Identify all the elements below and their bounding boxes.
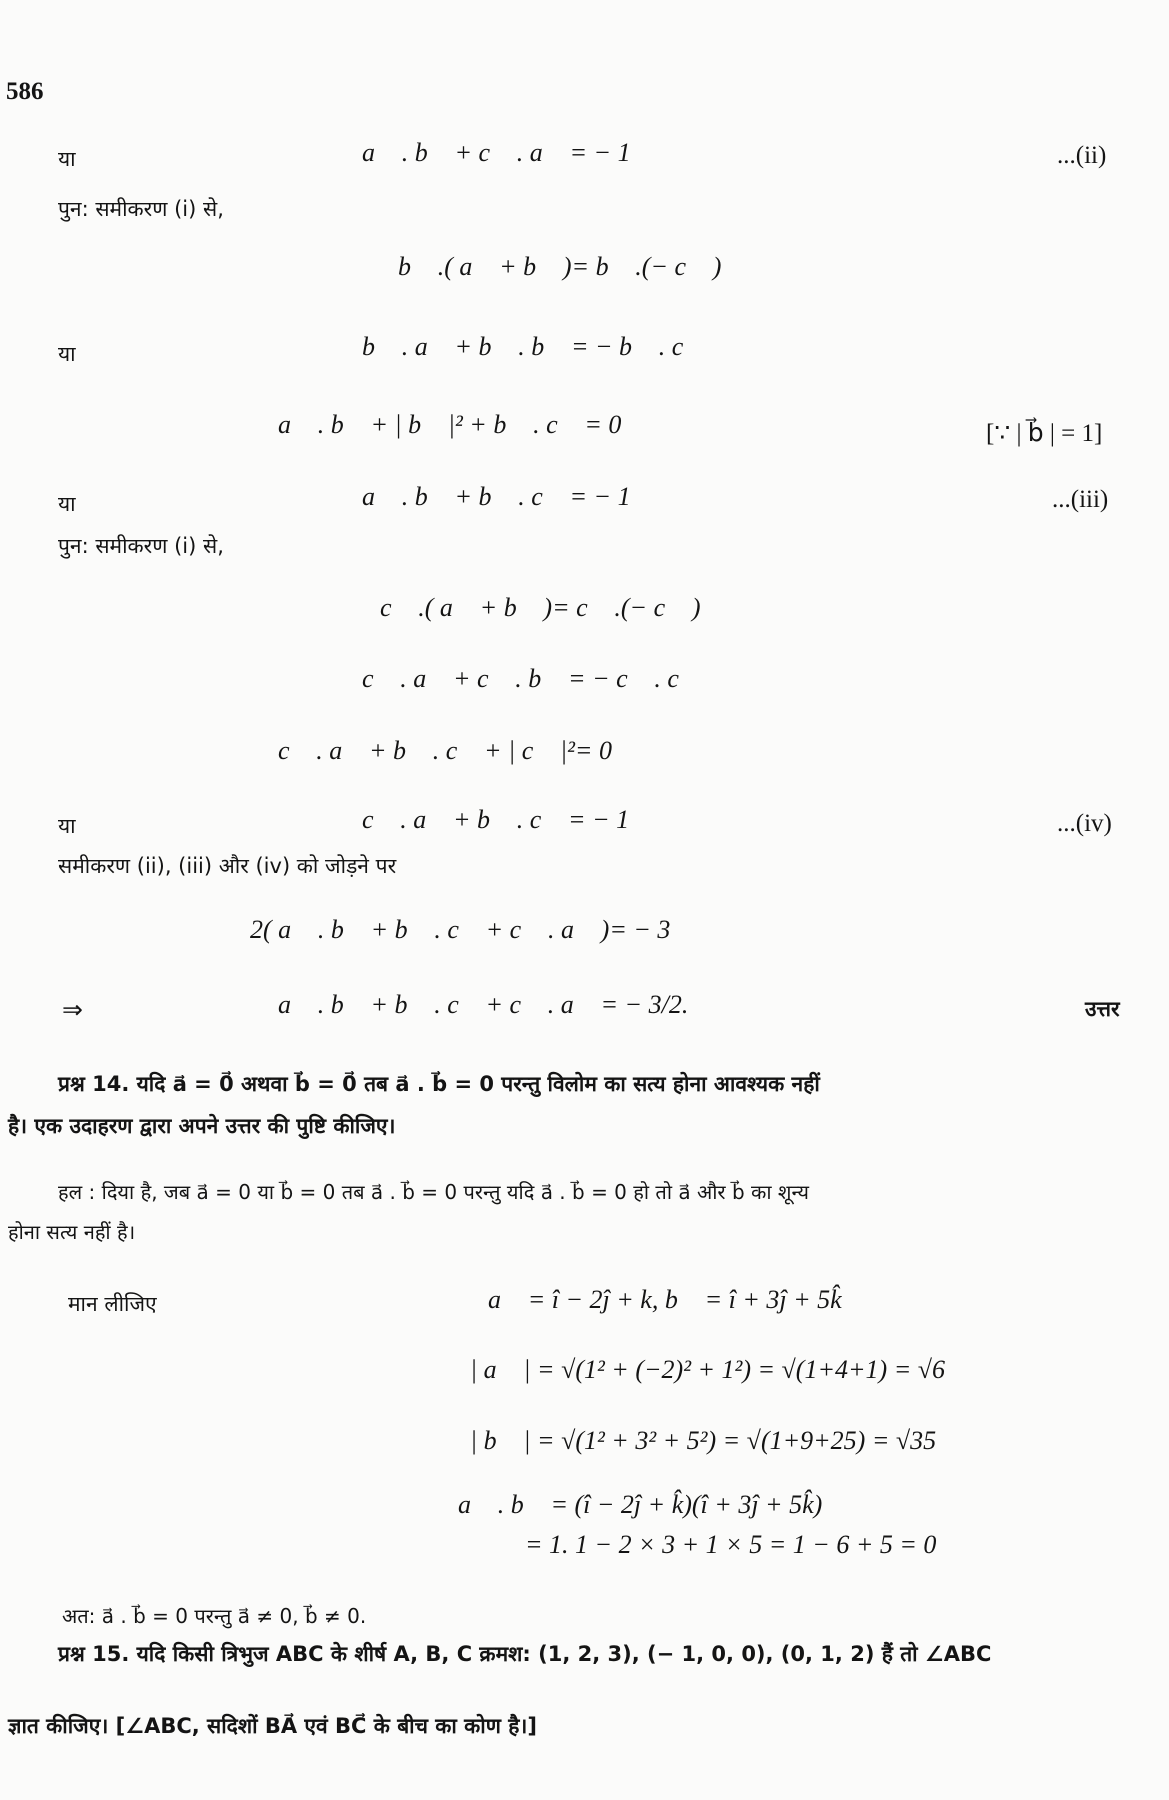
connector-word: या	[58, 147, 76, 171]
solution-line: हल : दिया है, जब a⃗ = 0 या b⃗ = 0 तब a⃗ . b⃗ = 0 परन्तु यदि a⃗ . b⃗ = 0 हो तो a⃗ और b⃗ का शून्य	[58, 1180, 810, 1204]
text-line: पुन: समीकरण (i) से,	[58, 534, 224, 558]
equation-tag: ...(iii)	[1052, 486, 1109, 513]
equation: a⃗ . b⃗ = (î − 2ĵ + k̂)(î + 3ĵ + 5k̂)	[458, 1490, 823, 1519]
question-14-line: प्रश्न 14. यदि a⃗ = 0⃗ अथवा b⃗ = 0⃗ तब a⃗ . b⃗ = 0 परन्तु विलोम का सत्य होना आवश्यक नहीं	[58, 1072, 820, 1096]
text-line: पुन: समीकरण (i) से,	[58, 197, 224, 221]
equation: b⃗ .( a⃗ + b⃗ )= b⃗ .(− c⃗ )	[398, 252, 722, 281]
connector-word: या	[58, 492, 76, 516]
equation-note: [∵ | b⃗ | = 1]	[986, 420, 1103, 447]
equation: = 1. 1 − 2 × 3 + 1 × 5 = 1 − 6 + 5 = 0	[525, 1530, 937, 1559]
equation: | a⃗ | = √(1² + (−2)² + 1²) = √(1+4+1) = √6	[470, 1355, 946, 1384]
connector-word: या	[58, 814, 76, 838]
equation: c⃗ . a⃗ + c⃗ . b⃗ = − c⃗ . c⃗	[362, 664, 700, 693]
solution-line: होना सत्य नहीं है।	[8, 1220, 136, 1244]
equation: a⃗ . b⃗ + c⃗ . a⃗ = − 1	[362, 138, 631, 167]
connector-word: या	[58, 342, 76, 366]
text-line: समीकरण (ii), (iii) और (iv) को जोड़ने पर	[58, 854, 397, 878]
implies-symbol: ⇒	[62, 997, 83, 1024]
equation-tag: ...(ii)	[1057, 142, 1107, 169]
equation: c⃗ .( a⃗ + b⃗ )= c⃗ .(− c⃗ )	[380, 593, 701, 622]
equation: a⃗ . b⃗ + b⃗ . c⃗ = − 1	[362, 482, 631, 511]
equation: b⃗ . a⃗ + b⃗ . b⃗ = − b⃗ . c⃗	[362, 332, 704, 361]
conclusion-line: अत: a⃗ . b⃗ = 0 परन्तु a⃗ ≠ 0, b⃗ ≠ 0.	[62, 1604, 367, 1628]
let-label: मान लीजिए	[68, 1292, 157, 1316]
page-number: 586	[6, 78, 44, 105]
equation: a⃗ . b⃗ + b⃗ . c⃗ + c⃗ . a⃗ = − 3/2.	[278, 990, 689, 1019]
question-14-line: है। एक उदाहरण द्वारा अपने उत्तर की पुष्टि कीजिए।	[8, 1114, 396, 1138]
equation-tag: ...(iv)	[1057, 810, 1112, 837]
equation: | b⃗ | = √(1² + 3² + 5²) = √(1+9+25) = √35	[470, 1426, 937, 1455]
equation: a⃗ = î − 2ĵ + k, b⃗ = î + 3ĵ + 5k̂	[488, 1285, 842, 1314]
equation: 2( a⃗ . b⃗ + b⃗ . c⃗ + c⃗ . a⃗ )= − 3	[250, 915, 671, 944]
question-15-line: प्रश्न 15. यदि किसी त्रिभुज ABC के शीर्ष A, B, C क्रमश: (1, 2, 3), (− 1, 0, 0), (0, 1, 2) हैं तो ∠ABC	[58, 1642, 992, 1666]
question-15-line: ज्ञात कीजिए। [∠ABC, सदिशों BA⃗ एवं BC⃗ के बीच का कोण है।]	[8, 1714, 537, 1738]
equation: c⃗ . a⃗ + b⃗ . c⃗ = − 1	[362, 805, 630, 834]
equation: c⃗ . a⃗ + b⃗ . c⃗ + | c⃗ |²= 0	[278, 736, 612, 765]
equation: a⃗ . b⃗ + | b⃗ |² + b⃗ . c⃗ = 0	[278, 410, 622, 439]
answer-label: उत्तर	[1085, 997, 1120, 1021]
